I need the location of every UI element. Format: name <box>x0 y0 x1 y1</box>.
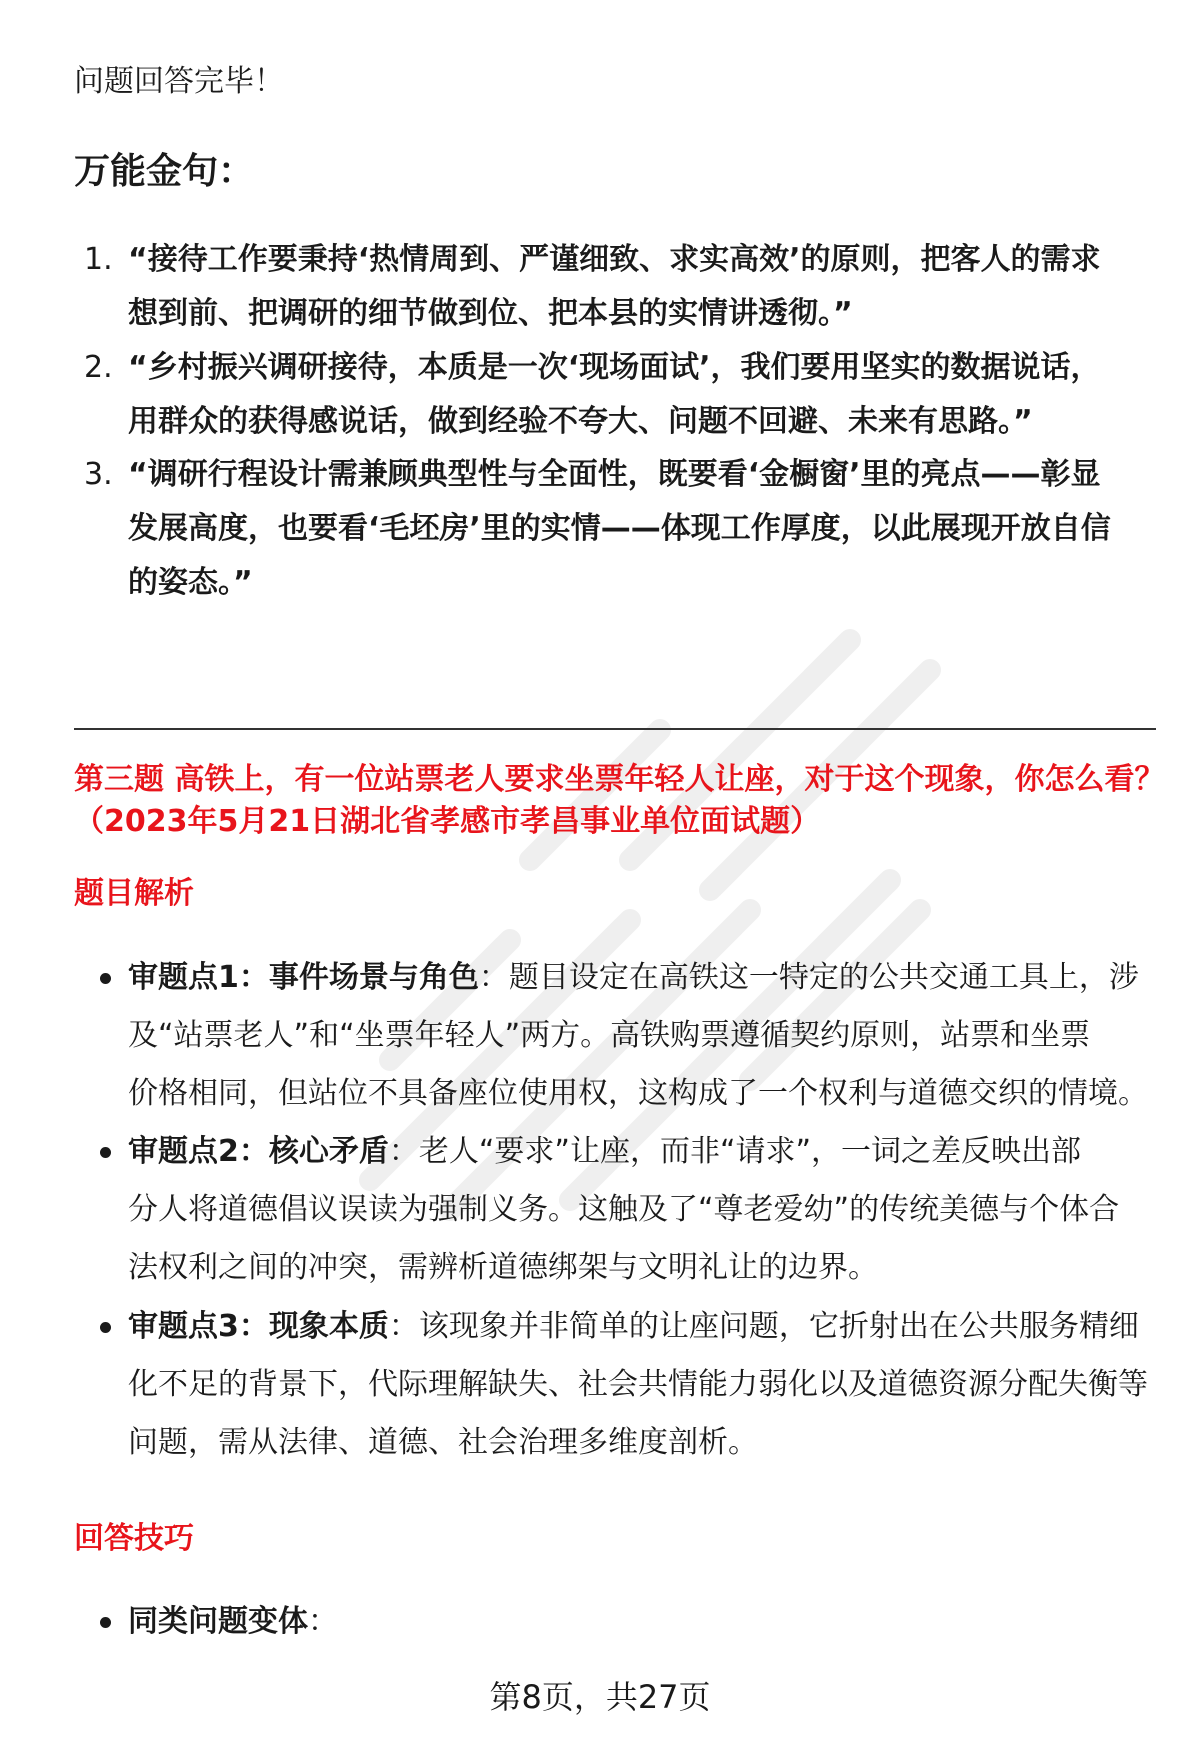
list-item-line: “乡村振兴调研接待，本质是一次‘现场面试’，我们要用坚实的数据说话， <box>128 350 1101 385</box>
section-divider <box>74 728 1156 730</box>
point-text: 老人“要求”让座，而非“请求”，一词之差反映出部 <box>418 1134 1082 1169</box>
bullet-icon <box>100 1617 111 1628</box>
bullet-icon <box>100 1147 111 1158</box>
list-item-line: 及“站票老人”和“坐票年轻人”两方。高铁购票遵循契约原则，站票和坐票 <box>128 1018 1091 1053</box>
point-label: 同类问题变体 <box>128 1604 308 1639</box>
list-item-line: 分人将道德倡议误读为强制义务。这触及了“尊老爱幼”的传统美德与个体合 <box>128 1192 1120 1227</box>
list-number: 1. <box>84 242 113 277</box>
list-item-line: 想到前、把调研的细节做到位、把本县的实情讲透彻。” <box>128 296 853 331</box>
list-item-line: 用群众的获得感说话，做到经验不夸大、问题不回避、未来有思路。” <box>128 404 1033 439</box>
closing-line: 问题回答完毕！ <box>74 64 284 99</box>
list-item-line: “接待工作要秉持‘热情周到、严谨细致、求实高效’的原则，把客人的需求 <box>128 242 1101 277</box>
list-item-line <box>128 1132 1081 1172</box>
list-number: 2. <box>84 350 113 385</box>
list-number: 3. <box>84 457 113 492</box>
point-separator: ： <box>308 1604 338 1639</box>
question-title: 第三题 高铁上，有一位站票老人要求坐票年轻人让座，对于这个现象，你怎么看？ <box>74 762 1165 797</box>
list-item-line <box>128 1307 1139 1347</box>
answer-skills-heading: 回答技巧 <box>74 1521 194 1556</box>
point-text: 题目设定在高铁这一特定的公共交通工具上，涉 <box>508 960 1139 995</box>
point-label: 审题点1：事件场景与角色 <box>128 960 479 995</box>
list-item-line: 的姿态。” <box>128 565 253 600</box>
point-label: 审题点2：核心矛盾 <box>128 1134 389 1169</box>
list-item-line: 价格相同，但站位不具备座位使用权，这构成了一个权利与道德交织的情境。 <box>128 1076 1148 1111</box>
list-item-line <box>128 958 1139 998</box>
list-item-line: “调研行程设计需兼顾典型性与全面性，既要看‘金橱窗’里的亮点——彰显 <box>128 457 1101 492</box>
list-item-line: 化不足的背景下，代际理解缺失、社会共情能力弱化以及道德资源分配失衡等 <box>128 1367 1148 1402</box>
list-item-line: 问题，需从法律、道德、社会治理多维度剖析。 <box>128 1425 758 1460</box>
list-item-line: 法权利之间的冲突，需辨析道德绑架与文明礼让的边界。 <box>128 1250 878 1285</box>
point-text: 该现象并非简单的让座问题，它折射出在公共服务精细 <box>418 1309 1139 1344</box>
list-item-line <box>128 1602 338 1642</box>
list-item-line: 发展高度，也要看‘毛坯房’里的实情——体现工作厚度，以此展现开放自信 <box>128 511 1111 546</box>
point-separator: ： <box>388 1309 419 1344</box>
bullet-icon <box>100 1322 111 1333</box>
universal-phrases-title: 万能金句： <box>74 151 255 192</box>
analysis-heading: 题目解析 <box>74 876 194 911</box>
page-number: 第8页，共27页 <box>489 1678 711 1716</box>
point-separator: ： <box>478 960 509 995</box>
point-label: 审题点3：现象本质 <box>128 1309 389 1344</box>
point-separator: ： <box>388 1134 419 1169</box>
bullet-icon <box>100 973 111 984</box>
question-source: （2023年5月21日湖北省孝感市孝昌事业单位面试题） <box>74 804 821 839</box>
